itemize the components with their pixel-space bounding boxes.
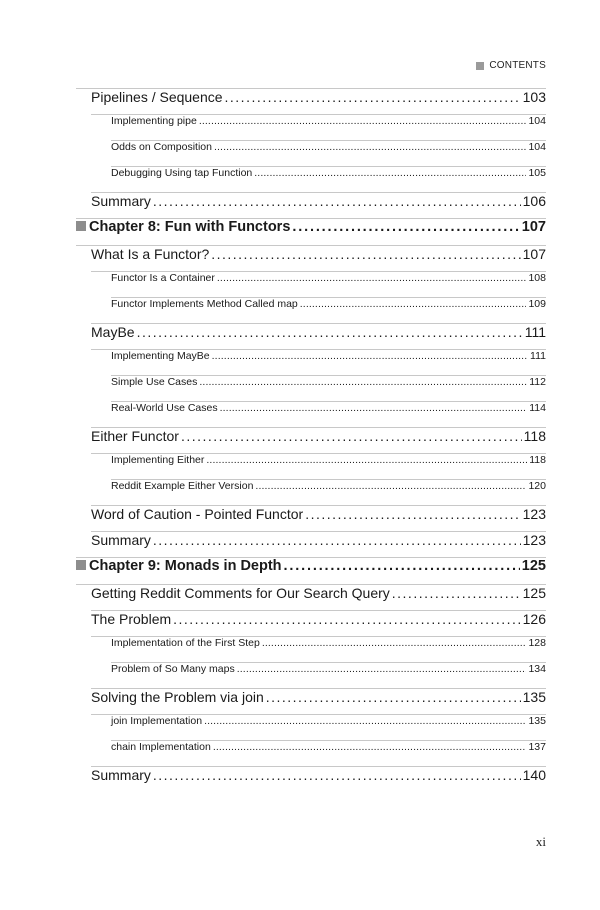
dot-leader — [214, 141, 526, 153]
toc-entry-page: 104 — [528, 141, 546, 153]
toc-entry-page: 112 — [529, 376, 546, 388]
toc-entry-title: Implementing pipe — [111, 115, 197, 127]
toc-entry-page: 109 — [528, 298, 546, 310]
toc-entry-title: Summary — [91, 193, 151, 209]
dot-leader — [300, 298, 527, 310]
toc-entry-page: 123 — [522, 506, 546, 522]
toc-entry[interactable] — [76, 585, 546, 610]
toc-entry-title: Implementing Either — [111, 454, 205, 466]
dot-leader — [199, 115, 527, 127]
toc-entry[interactable] — [76, 298, 546, 323]
toc-entry-page: 125 — [521, 558, 546, 574]
dot-leader — [199, 376, 527, 388]
toc-entry[interactable] — [76, 715, 546, 740]
toc-entry-page: 104 — [528, 115, 546, 127]
toc-entry-title: Reddit Example Either Version — [111, 480, 254, 492]
toc-entry-title: Real-World Use Cases — [111, 402, 218, 414]
dot-leader — [266, 689, 521, 705]
toc-entry-title: The Problem — [91, 611, 172, 627]
dot-leader — [305, 506, 520, 522]
toc-entry-title: Debugging Using tap Function — [111, 167, 253, 179]
page-folio: xi — [535, 834, 546, 849]
toc-entry[interactable] — [76, 506, 546, 531]
toc-entry[interactable] — [76, 272, 546, 297]
toc-entry-title: Implementation of the First Step — [111, 637, 260, 649]
toc-entry-page: 105 — [528, 167, 546, 179]
toc-entry-page: 114 — [529, 402, 546, 414]
dot-leader — [211, 246, 520, 262]
dot-leader — [153, 532, 521, 548]
header-label: CONTENTS — [489, 60, 546, 71]
toc-entry[interactable] — [76, 689, 546, 714]
toc-entry-title: Implementing MayBe — [111, 350, 210, 362]
dot-leader — [254, 167, 526, 179]
toc-entry-page: 134 — [528, 663, 546, 675]
toc-entry[interactable] — [76, 167, 546, 192]
toc-entry-page: 126 — [522, 611, 546, 627]
toc-entry-title: Chapter 8: Fun with Functors — [89, 219, 291, 235]
toc-entry[interactable] — [76, 115, 546, 140]
toc-entry-title: Simple Use Cases — [111, 376, 198, 388]
toc-entry-page: 135 — [528, 715, 546, 727]
toc-entry-page: 137 — [528, 741, 546, 753]
toc-entry-title: MayBe — [91, 324, 135, 340]
dot-leader — [292, 219, 519, 235]
toc-entry-page: 123 — [522, 532, 546, 548]
toc-entry-title: Pipelines / Sequence — [91, 89, 223, 105]
dot-leader — [217, 272, 527, 284]
toc-entry-page: 118 — [529, 454, 546, 466]
dot-leader — [181, 428, 522, 444]
toc-entry[interactable] — [76, 532, 546, 557]
dot-leader — [237, 663, 527, 675]
toc-entry[interactable] — [76, 350, 546, 375]
chapter-square-icon — [76, 560, 86, 570]
toc-entry-title: join Implementation — [111, 715, 203, 727]
toc-entry-title: Functor Is a Container — [111, 272, 215, 284]
toc-chapter-entry[interactable] — [76, 558, 546, 584]
dot-leader — [392, 585, 521, 601]
toc-entry-page: 106 — [522, 193, 546, 209]
dot-leader — [153, 193, 521, 209]
toc-entry-page: 140 — [522, 767, 546, 783]
toc-entry[interactable] — [76, 663, 546, 688]
toc-entry[interactable] — [76, 402, 546, 427]
toc-entry[interactable] — [76, 480, 546, 505]
toc-entry-page: 128 — [528, 637, 546, 649]
toc-entry-page: 135 — [522, 689, 546, 705]
toc-entry-page: 120 — [528, 480, 546, 492]
dot-leader — [255, 480, 526, 492]
dot-leader — [212, 350, 528, 362]
toc-entry-page: 111 — [530, 350, 546, 362]
toc-entry[interactable] — [76, 637, 546, 662]
toc-entry-title: Word of Caution - Pointed Functor — [91, 506, 304, 522]
toc-entry[interactable] — [76, 376, 546, 401]
toc-entry[interactable] — [76, 141, 546, 166]
dot-leader — [204, 715, 526, 727]
toc-entry-title: chain Implementation — [111, 741, 211, 753]
toc-entry[interactable] — [76, 611, 546, 636]
toc-entry[interactable] — [76, 324, 546, 349]
toc-entry-title: Functor Implements Method Called map — [111, 298, 298, 310]
toc-entry[interactable] — [76, 454, 546, 479]
toc-entry-page: 125 — [522, 585, 546, 601]
dot-leader — [206, 454, 527, 466]
toc-entry-page: 103 — [522, 89, 546, 105]
toc-entry-page: 111 — [524, 324, 546, 340]
header-square-icon — [476, 62, 484, 70]
toc-entry-title: What Is a Functor? — [91, 246, 210, 262]
toc-entry-title: Summary — [91, 767, 151, 783]
toc-entry[interactable] — [76, 741, 546, 766]
dot-leader — [173, 611, 520, 627]
dot-leader — [284, 558, 520, 574]
toc-entry[interactable] — [76, 246, 546, 271]
dot-leader — [220, 402, 528, 414]
toc-entry[interactable] — [76, 767, 546, 792]
toc-chapter-entry[interactable] — [76, 219, 546, 245]
toc-entry[interactable] — [76, 428, 546, 453]
toc-entry-page: 107 — [521, 219, 546, 235]
toc-entry-title: Getting Reddit Comments for Our Search Query — [91, 585, 390, 601]
toc-entry-title: Chapter 9: Monads in Depth — [89, 558, 282, 574]
toc-entry-title: Summary — [91, 532, 151, 548]
toc-entry[interactable] — [76, 193, 546, 218]
dot-leader — [213, 741, 527, 753]
toc-entry[interactable] — [76, 89, 546, 114]
toc-entry-page: 107 — [522, 246, 546, 262]
toc-entry-title: Odds on Composition — [111, 141, 212, 153]
toc-entry-title: Either Functor — [91, 428, 179, 444]
toc-entry-page: 108 — [528, 272, 546, 284]
running-header — [476, 60, 546, 71]
dot-leader — [262, 637, 527, 649]
dot-leader — [153, 767, 521, 783]
dot-leader — [137, 324, 523, 340]
toc-entry-page: 118 — [523, 428, 546, 444]
chapter-square-icon — [76, 221, 86, 231]
table-of-contents — [76, 88, 546, 792]
dot-leader — [225, 89, 521, 105]
toc-entry-title: Problem of So Many maps — [111, 663, 235, 675]
toc-entry-title: Solving the Problem via join — [91, 689, 264, 705]
